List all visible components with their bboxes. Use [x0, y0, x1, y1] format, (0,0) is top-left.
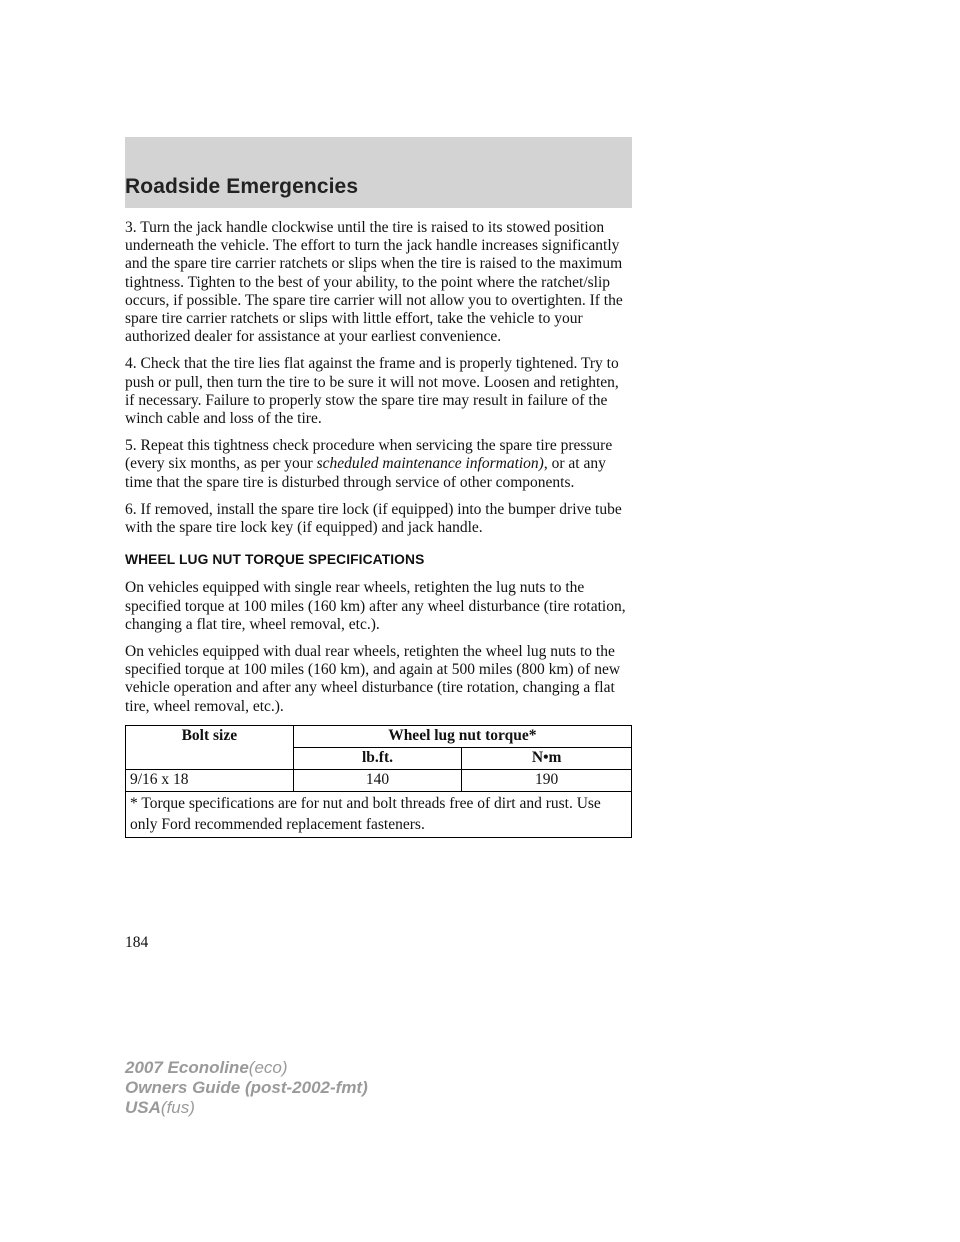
footer-market: USA: [125, 1098, 161, 1117]
paragraph-step-6: 6. If removed, install the spare tire lock (if equipped) into the bumper drive tube with the spare tire lock key (if equipped) and jack handle.: [125, 500, 622, 537]
cell-nm: 190: [462, 769, 632, 791]
torque-table: [125, 725, 632, 838]
footer-guide: Owners Guide (post-2002-fmt): [125, 1078, 368, 1097]
header-bolt-size: Bolt size: [126, 725, 294, 769]
page-number: 184: [125, 934, 149, 951]
body-content: [125, 219, 632, 838]
paragraph-single-rear: On vehicles equipped with single rear wheels, retighten the lug nuts to the specified torque at 100 miles (160 km) after any wheel disturbance (tire rotation, changing a flat tire, wheel removal, etc.).: [125, 579, 626, 633]
header-nm: N•m: [462, 747, 632, 769]
footer-model-code: (eco): [248, 1058, 288, 1077]
table-row: [126, 769, 632, 791]
paragraph-step-4: 4. Check that the tire lies flat against the frame and is properly tightened. Try to push or pull, then turn the tire to be sure it will not move. Loosen and retighten, if necessary. Failure to properly stow the spare tire may result in failure of the winch cable and loss of the tire.: [125, 355, 619, 428]
table-footnote: * Torque specifications are for nut and bolt threads free of dirt and rust. Use only Ford recommended replacement fasteners.: [126, 791, 632, 837]
cell-lbft: 140: [293, 769, 462, 791]
step-5-text-b: , or at any time that the spare tire is disturbed through service of other components.: [125, 455, 606, 491]
paragraph-step-3: 3. Turn the jack handle clockwise until the tire is raised to its stowed position underneath the vehicle. The effort to turn the jack handle increases significantly and the spare tire carrier ratchets or slips when the tire is raised to the maximum tightness. Tighten to the best of your ability, to the point where the ratchet/slip occurs, if possible. The spare tire carrier will not allow you to overtighten. If the spare tire carrier ratchets or slips with little effort, take the vehicle to your authorized dealer for assistance at your earliest convenience.: [125, 219, 623, 346]
footer-model: 2007 Econoline: [125, 1058, 249, 1077]
maintenance-reference: scheduled maintenance information): [316, 455, 544, 473]
step-5-text-a: 5. Repeat this tightness check procedure when servicing the spare tire pressure (every six months, as per your: [125, 437, 613, 473]
header-torque: Wheel lug nut torque*: [293, 725, 631, 747]
section-title: Roadside Emergencies: [125, 175, 359, 198]
cell-bolt: 9/16 x 18: [126, 769, 294, 791]
paragraph-step-5: [125, 437, 632, 492]
document-footer: [125, 1058, 368, 1118]
footer-market-code: (fus): [160, 1098, 195, 1117]
paragraph-dual-rear: On vehicles equipped with dual rear wheels, retighten the wheel lug nuts to the specified torque at 100 miles (160 km), and again at 500 miles (800 km) of new vehicle operation and after any wheel disturbance (tire rotation, changing a flat tire, wheel removal, etc.).: [125, 643, 621, 715]
header-lbft: lb.ft.: [293, 747, 462, 769]
torque-heading: WHEEL LUG NUT TORQUE SPECIFICATIONS: [125, 552, 425, 568]
